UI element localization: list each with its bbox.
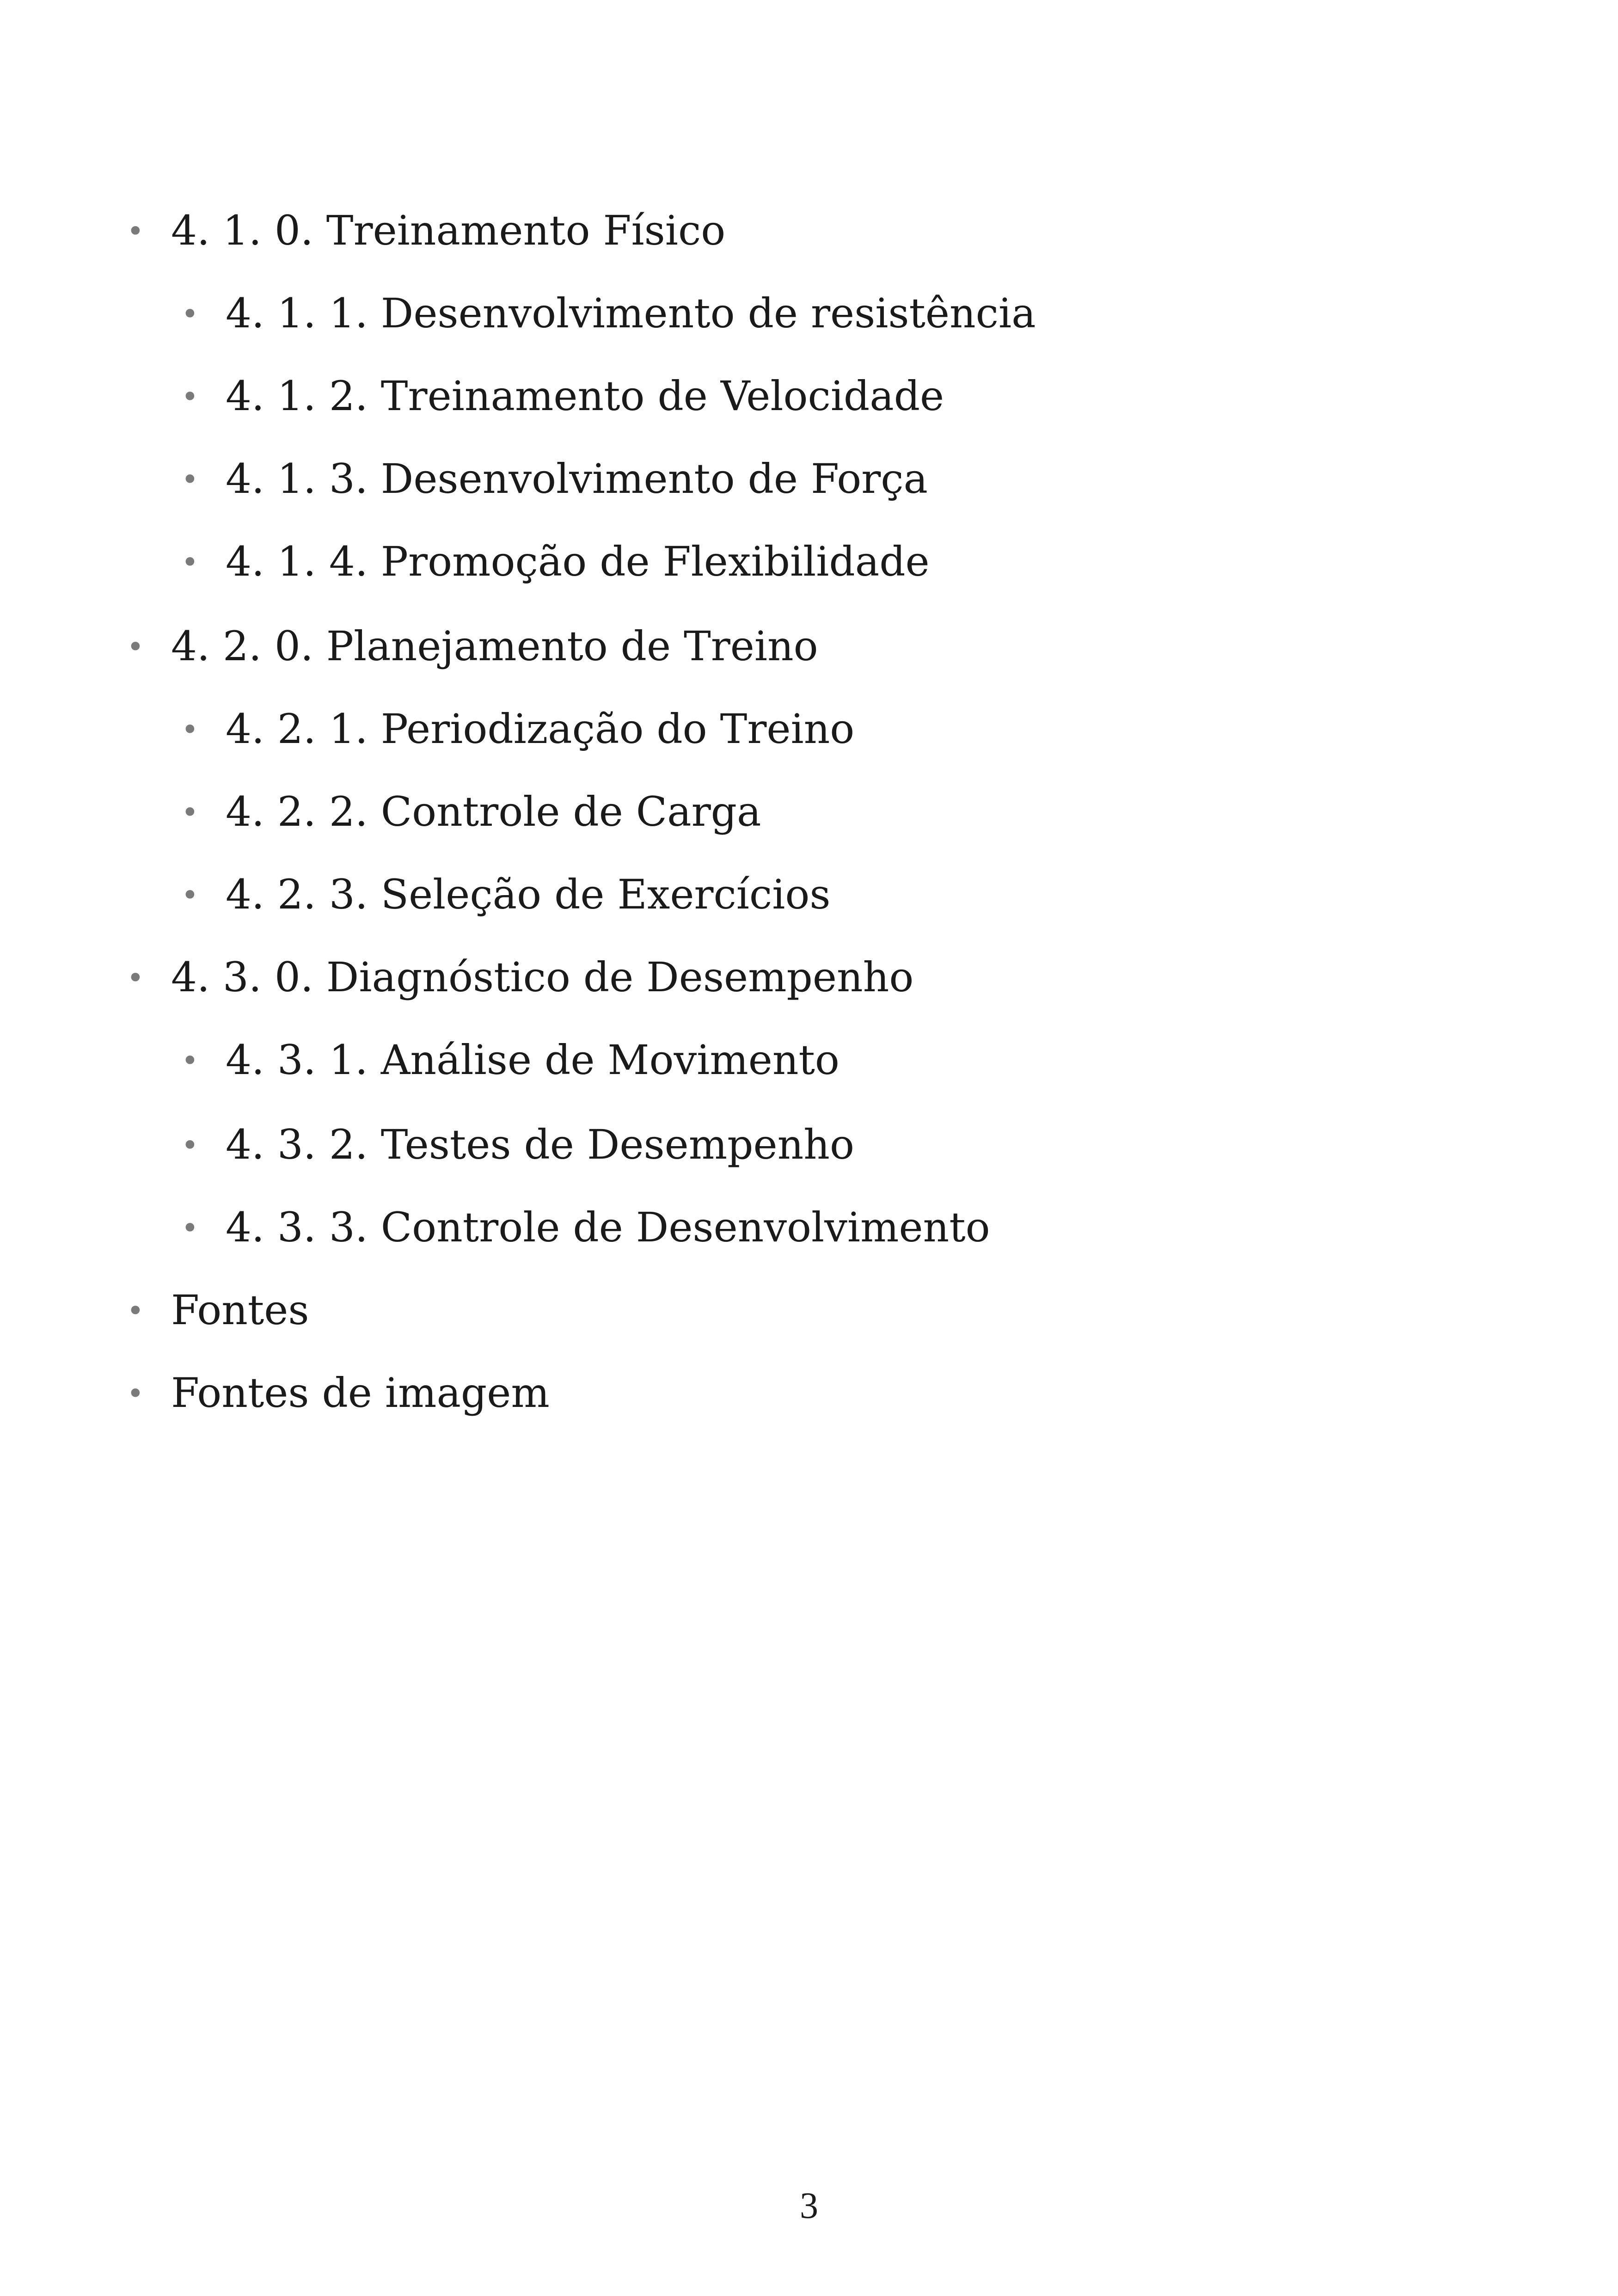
toc-item[interactable] [181, 372, 944, 420]
toc-item[interactable] [181, 455, 928, 503]
bullet-icon: • [127, 1377, 144, 1411]
bullet-icon: • [181, 1044, 199, 1078]
toc-item-label: Fontes de imagem [171, 1369, 550, 1417]
page-number: 3 [800, 2185, 818, 2226]
toc-item-label: 4. 1. 1. Desenvolvimento de resistência [226, 289, 1036, 337]
toc-item[interactable] [181, 1121, 854, 1168]
bullet-icon: • [181, 878, 199, 913]
bullet-icon: • [181, 1129, 199, 1163]
bullet-icon: • [181, 1211, 199, 1246]
toc-item[interactable] [181, 1203, 990, 1251]
toc-item-label: 4. 1. 4. Promoção de Flexibilidade [226, 538, 930, 585]
bullet-icon: • [127, 1294, 144, 1328]
toc-item[interactable] [181, 1036, 840, 1084]
bullet-icon: • [127, 961, 144, 995]
toc-item-label: 4. 2. 3. Seleção de Exercícios [226, 871, 831, 918]
toc-item-label: 4. 2. 2. Controle de Carga [226, 788, 761, 835]
bullet-icon: • [127, 215, 144, 249]
bullet-icon: • [181, 796, 199, 830]
bullet-icon: • [127, 630, 144, 664]
bullet-icon: • [181, 463, 199, 497]
toc-item[interactable] [127, 1369, 550, 1417]
bullet-icon: • [181, 380, 199, 414]
toc-item-label: 4. 2. 0. Planejamento de Treino [171, 622, 818, 670]
toc-item-label: 4. 3. 3. Controle de Desenvolvimento [226, 1203, 990, 1251]
toc-item-label: 4. 2. 1. Periodização do Treino [226, 705, 855, 753]
toc-item-label: 4. 3. 1. Análise de Movimento [226, 1036, 840, 1084]
toc-item-label: 4. 1. 0. Treinamento Físico [171, 207, 726, 254]
toc-item[interactable] [127, 207, 726, 254]
toc-item[interactable] [127, 953, 914, 1001]
toc-item-label: Fontes [171, 1286, 309, 1334]
toc-item[interactable] [181, 788, 761, 835]
toc-item[interactable] [181, 538, 930, 585]
toc-item-label: 4. 1. 3. Desenvolvimento de Força [226, 455, 928, 503]
toc-item[interactable] [181, 705, 855, 753]
toc-item[interactable] [181, 871, 831, 918]
bullet-icon: • [181, 297, 199, 332]
bullet-icon: • [181, 546, 199, 580]
toc-item[interactable] [181, 289, 1036, 337]
toc-item-label: 4. 3. 2. Testes de Desempenho [226, 1121, 854, 1168]
toc-item[interactable] [127, 1286, 309, 1334]
bullet-icon: • [181, 713, 199, 747]
toc-item[interactable] [127, 622, 818, 670]
toc-item-label: 4. 3. 0. Diagnóstico de Desempenho [171, 953, 914, 1001]
toc-item-label: 4. 1. 2. Treinamento de Velocidade [226, 372, 944, 420]
